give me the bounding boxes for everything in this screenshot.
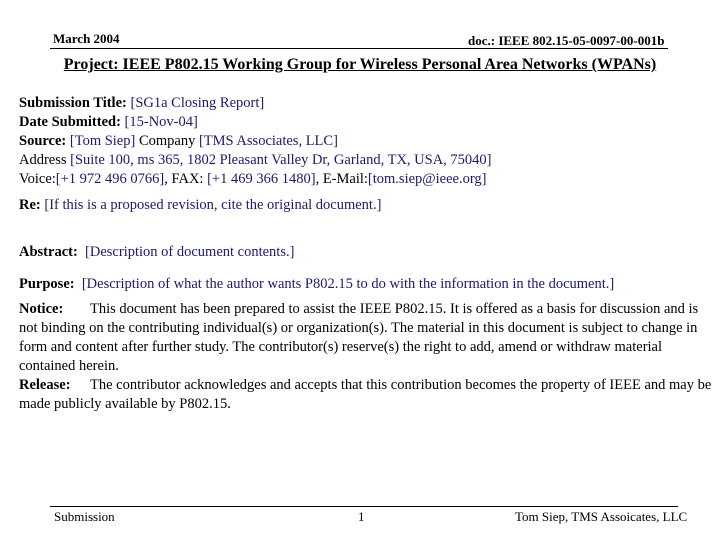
date-submitted-label: Date Submitted: [19, 114, 121, 130]
abstract-value: [Description of document contents.] [85, 244, 295, 260]
header-rule [50, 48, 668, 49]
purpose-line [19, 275, 614, 294]
header-doc-id: doc.: IEEE 802.15-05-0097-00-001b [468, 33, 665, 48]
re-line [19, 196, 381, 215]
footer-author: Tom Siep, TMS Assoicates, LLC [515, 509, 688, 524]
header-date: March 2004 [53, 31, 120, 46]
submission-title-line [19, 94, 492, 113]
fax-value: [+1 469 366 1480] [207, 171, 316, 187]
fax-label: , FAX: [164, 171, 204, 187]
date-submitted-line [19, 113, 492, 132]
source-line [19, 132, 492, 151]
abstract-line [19, 243, 294, 262]
footer-rule [50, 506, 678, 507]
address-line [19, 151, 492, 170]
footer-page-number: 1 [358, 509, 365, 524]
email-label: , E-Mail: [315, 171, 368, 187]
submission-title-value: [SG1a Closing Report] [130, 95, 265, 111]
purpose-value: [Description of what the author wants P802.15 to do with the information in the document.] [81, 276, 615, 292]
release-paragraph [19, 376, 713, 414]
submission-block [19, 94, 492, 189]
address-value: [Suite 100, ms 365, 1802 Pleasant Valley Dr, Garland, TX, USA, 75040] [70, 152, 492, 168]
source-name: [Tom Siep] [69, 133, 136, 149]
notice-paragraph [19, 300, 713, 376]
company-value: [TMS Associates, LLC] [198, 133, 338, 149]
footer-submission: Submission [54, 509, 115, 524]
company-label: Company [138, 133, 196, 149]
submission-title-label: Submission Title: [19, 95, 127, 111]
address-label: Address [19, 152, 67, 168]
release-label: Release: [19, 377, 71, 393]
voice-label: Voice: [19, 171, 56, 187]
notice-label: Notice: [19, 301, 64, 317]
purpose-label: Purpose: [19, 276, 75, 292]
email-value: [tom.siep@ieee.org] [367, 171, 487, 187]
re-label: Re: [19, 197, 41, 213]
project-title: Project: IEEE P802.15 Working Group for Wireless Personal Area Networks (WPANs) [63, 56, 657, 73]
date-submitted-value: [15-Nov-04] [124, 114, 198, 130]
contact-line [19, 170, 492, 189]
source-label: Source: [19, 133, 67, 149]
re-value: [If this is a proposed revision, cite the original document.] [44, 197, 382, 213]
notice-text: This document has been prepared to assist the IEEE P802.15. It is offered as a basis for discussion and is not binding on the contributing individual(s) or organization(s). The material in this document is subject to change in form and content after further study. The contributor(s) reserve(s) the right to add, amend or withdraw material contained herein. [19, 301, 699, 374]
voice-value: [+1 972 496 0766] [55, 171, 165, 187]
release-text: The contributor acknowledges and accepts that this contribution becomes the property of IEEE and may be made publicly available by P802.15. [19, 377, 712, 412]
abstract-label: Abstract: [19, 244, 78, 260]
